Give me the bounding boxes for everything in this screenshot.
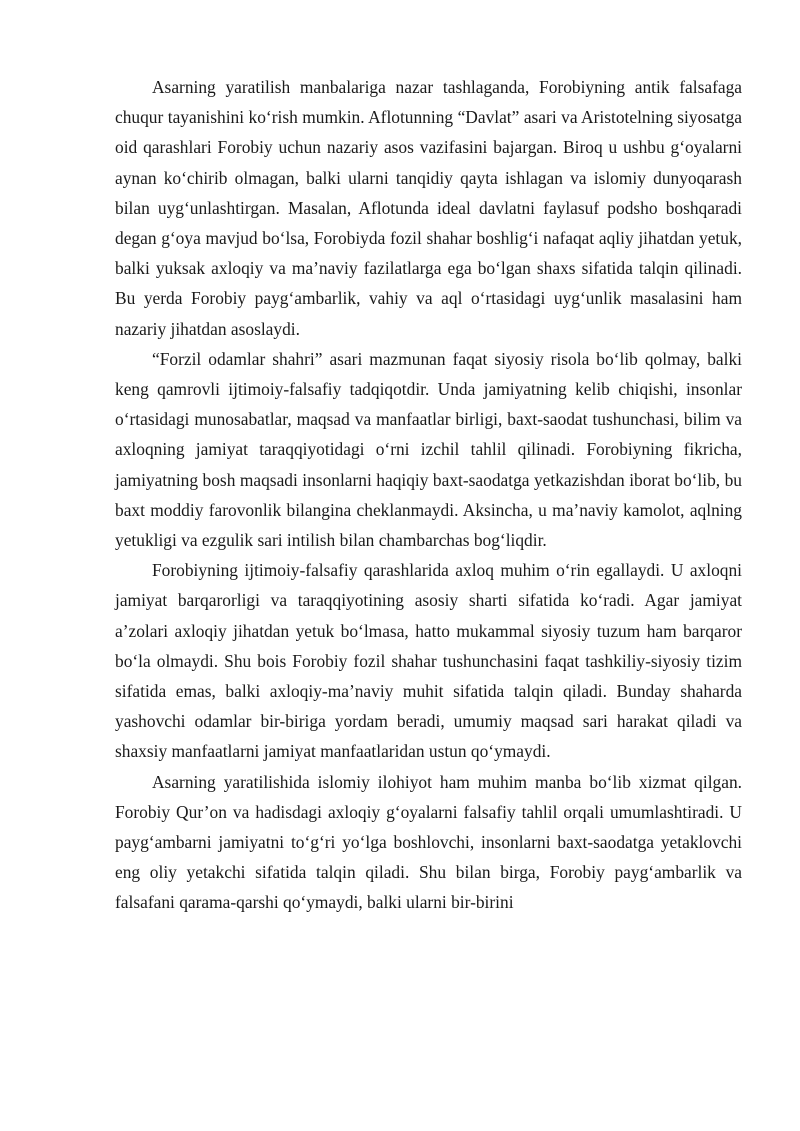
paragraph-2: “Forzil odamlar shahri” asari mazmunan faqat siyosiy risola bo‘lib qolmay, balki keng qamrovli ijtimoiy-falsafiy tadqiqotdir. Unda jamiyatning kelib chiqishi, insonlar o‘rtasidagi munosabatlar, maqsad va manfaatlar birligi, baxt-saodat tushunchasi, bilim va axloqning jamiyat taraqqiyotidagi o‘rni izchil tahlil qilinadi. Forobiyning fikricha, jamiyatning bosh maqsadi insonlarni haqiqiy baxt-saodatga yetkazishdan iborat bo‘lib, bu baxt moddiy farovonlik bilangina cheklanmaydi. Aksincha, u ma’naviy kamolot, aqlning yetukligi va ezgulik sari intilish bilan chambarchas bog‘liqdir. (115, 348, 742, 551)
document-body (115, 72, 742, 918)
paragraph-1: Asarning yaratilish manbalariga nazar tashlaganda, Forobiyning antik falsafaga chuqur tayanishini ko‘rish mumkin. Aflotunning “Davlat” asari va Aristotelning siyosatga oid qarashlari Forobiy uchun nazariy asos vazifasini bajargan. Biroq u ushbu g‘oyalarni aynan ko‘chirib olmagan, balki ularni tanqidiy qayta ishlagan va islomiy dunyoqarash bilan uyg‘unlashtirgan. Masalan, Aflotunda ideal davlatni faylasuf podsho boshqaradi degan g‘oya mavjud bo‘lsa, Forobiyda fozil shahar boshlig‘i nafaqat aqliy jihatdan yetuk, balki yuksak axloqiy va ma’naviy fazilatlarga ega bo‘lgan shaxs sifatida talqin qilinadi. Bu yerda Forobiy payg‘ambarlik, vahiy va aql o‘rtasidagi uyg‘unlik masalasini ham nazariy jihatdan asoslaydi. (115, 77, 742, 339)
paragraph-4: Asarning yaratilishida islomiy ilohiyot ham muhim manba bo‘lib xizmat qilgan. Forobiy Qur’on va hadisdagi axloqiy g‘oyalarni falsafiy tahlil orqali umumlashtiradi. U payg‘ambarni jamiyatni to‘g‘ri yo‘lga boshlovchi, insonlarni baxt-saodatga yetaklovchi eng oliy yetakchi sifatida talqin qiladi. Shu bilan birga, Forobiy payg‘ambarlik va falsafani qarama-qarshi qo‘ymaydi, balki ularni bir-birini (115, 771, 742, 913)
paragraph-3: Forobiyning ijtimoiy-falsafiy qarashlarida axloq muhim o‘rin egallaydi. U axloqni jamiyat barqarorligi va taraqqiyotining asosiy sharti sifatida ko‘radi. Agar jamiyat a’zolari axloqiy jihatdan yetuk bo‘lmasa, hatto mukammal siyosiy tuzum ham barqaror bo‘la olmaydi. Shu bois Forobiy fozil shahar tushunchasini faqat tashkiliy-siyosiy tizim sifatida emas, balki axloqiy-ma’naviy muhit sifatida talqin qiladi. Bunday shaharda yashovchi odamlar bir-biriga yordam beradi, umumiy maqsad sari harakat qiladi va shaxsiy manfaatlarni jamiyat manfaatlaridan ustun qo‘ymaydi. (115, 560, 742, 762)
